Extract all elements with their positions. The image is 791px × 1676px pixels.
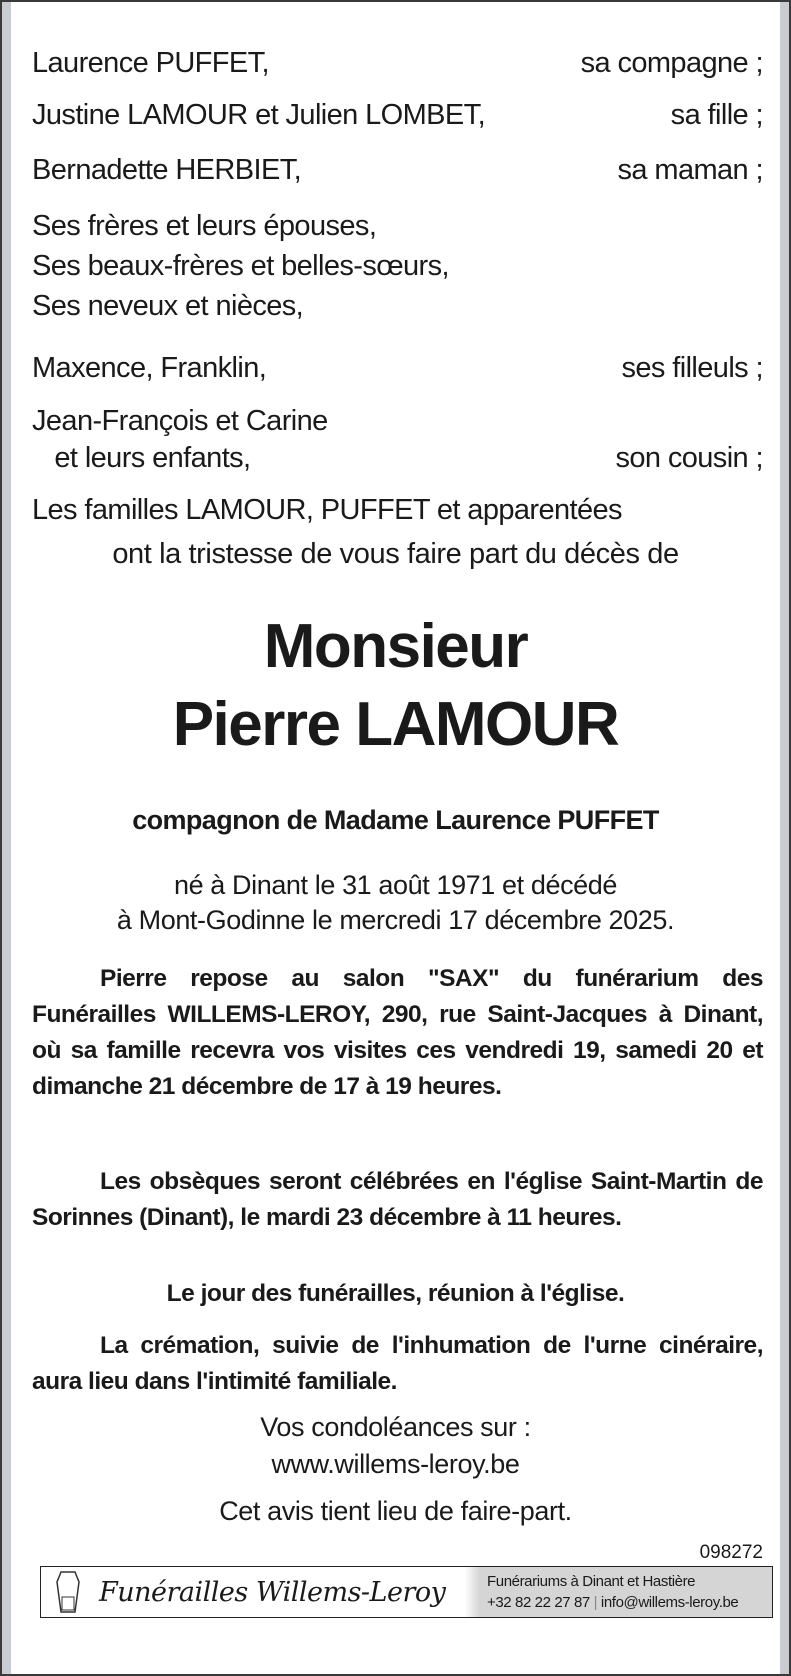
announcement: ont la tristesse de vous faire part du décès de	[112, 538, 679, 570]
paragraph-text: Pierre repose au salon "SAX" du funérarium des Funérailles WILLEMS-LEROY, 290, rue Saint-Jacques à Dinant, où sa famille recevra vos visites ces vendredi 19, samedi 20 et dimanche 21 décembre de 17 à 19 heures.	[32, 965, 763, 1100]
family-relation: son cousin ;	[615, 442, 763, 474]
website-link[interactable]: www.willems-leroy.be	[271, 1449, 520, 1479]
family-name: Jean-François et Carine	[32, 405, 328, 437]
paragraph-text: Les obsèques seront célébrées en l'église Saint-Martin de Sorinnes (Dinant), le mardi 23 décembre à 11 heures.	[32, 1168, 763, 1231]
family-line	[32, 404, 763, 438]
notice-line: Cet avis tient lieu de faire-part.	[219, 1496, 572, 1526]
condolences-label: Vos condoléances sur :	[260, 1412, 531, 1442]
contact-info: Funérariums à Dinant et Hastière +32 82 22 27 87 | info@willems-leroy.be	[471, 1567, 772, 1617]
partner-line: compagnon de Madame Laurence PUFFET	[132, 805, 659, 835]
gathering-line: Le jour des funérailles, réunion à l'église.	[166, 1280, 625, 1307]
logo-text: Funérailles Willems-Leroy	[99, 1576, 446, 1608]
funeral-home-logo	[41, 1567, 471, 1617]
family-relation: sa compagne ;	[580, 47, 763, 79]
family-name: Les familles LAMOUR, PUFFET et apparentées	[32, 494, 622, 526]
reference-number: 098272	[699, 1542, 763, 1563]
visitation-paragraph	[32, 961, 763, 1105]
funeral-paragraph	[32, 1164, 763, 1236]
email-link[interactable]: info@willems-leroy.be	[600, 1594, 739, 1611]
family-name: Bernadette HERBIET,	[32, 154, 302, 186]
title: Monsieur	[263, 612, 528, 681]
phone-number[interactable]: +32 82 22 27 87	[487, 1594, 590, 1611]
funerarium-locations: Funérariums à Dinant et Hastière	[487, 1573, 696, 1590]
notice-body	[11, 2, 780, 1674]
family-name: Ses neveux et nièces,	[32, 290, 304, 322]
family-name: Laurence PUFFET,	[32, 47, 269, 79]
family-relation: sa maman ;	[617, 154, 763, 186]
family-name: Maxence, Franklin,	[32, 352, 267, 384]
family-line	[32, 46, 763, 80]
death-line: à Mont-Godinne le mercredi 17 décembre 2025.	[116, 905, 675, 935]
family-line	[32, 289, 763, 323]
family-line	[32, 98, 763, 132]
deceased-name: Pierre LAMOUR	[172, 690, 619, 759]
birth-line: né à Dinant le 31 août 1971 et décédé	[173, 870, 618, 900]
family-line	[32, 153, 763, 187]
paragraph-text: La crémation, suivie de l'inhumation de l'urne cinéraire, aura lieu dans l'intimité familiale.	[32, 1332, 763, 1395]
family-relation: ses filleuls ;	[621, 352, 763, 384]
family-relation: sa fille ;	[670, 99, 763, 131]
family-line	[32, 209, 763, 243]
cremation-paragraph	[32, 1328, 763, 1400]
family-line	[32, 493, 763, 527]
family-line	[32, 249, 763, 283]
urn-icon	[49, 1569, 89, 1615]
funeral-home-banner	[40, 1566, 773, 1618]
family-line	[32, 441, 763, 475]
family-name: Ses frères et leurs épouses,	[32, 210, 377, 242]
family-name: Justine LAMOUR et Julien LOMBET,	[32, 99, 486, 131]
family-name: Ses beaux-frères et belles-sœurs,	[32, 250, 449, 282]
family-line	[32, 351, 763, 385]
family-name: et leurs enfants,	[32, 442, 251, 474]
